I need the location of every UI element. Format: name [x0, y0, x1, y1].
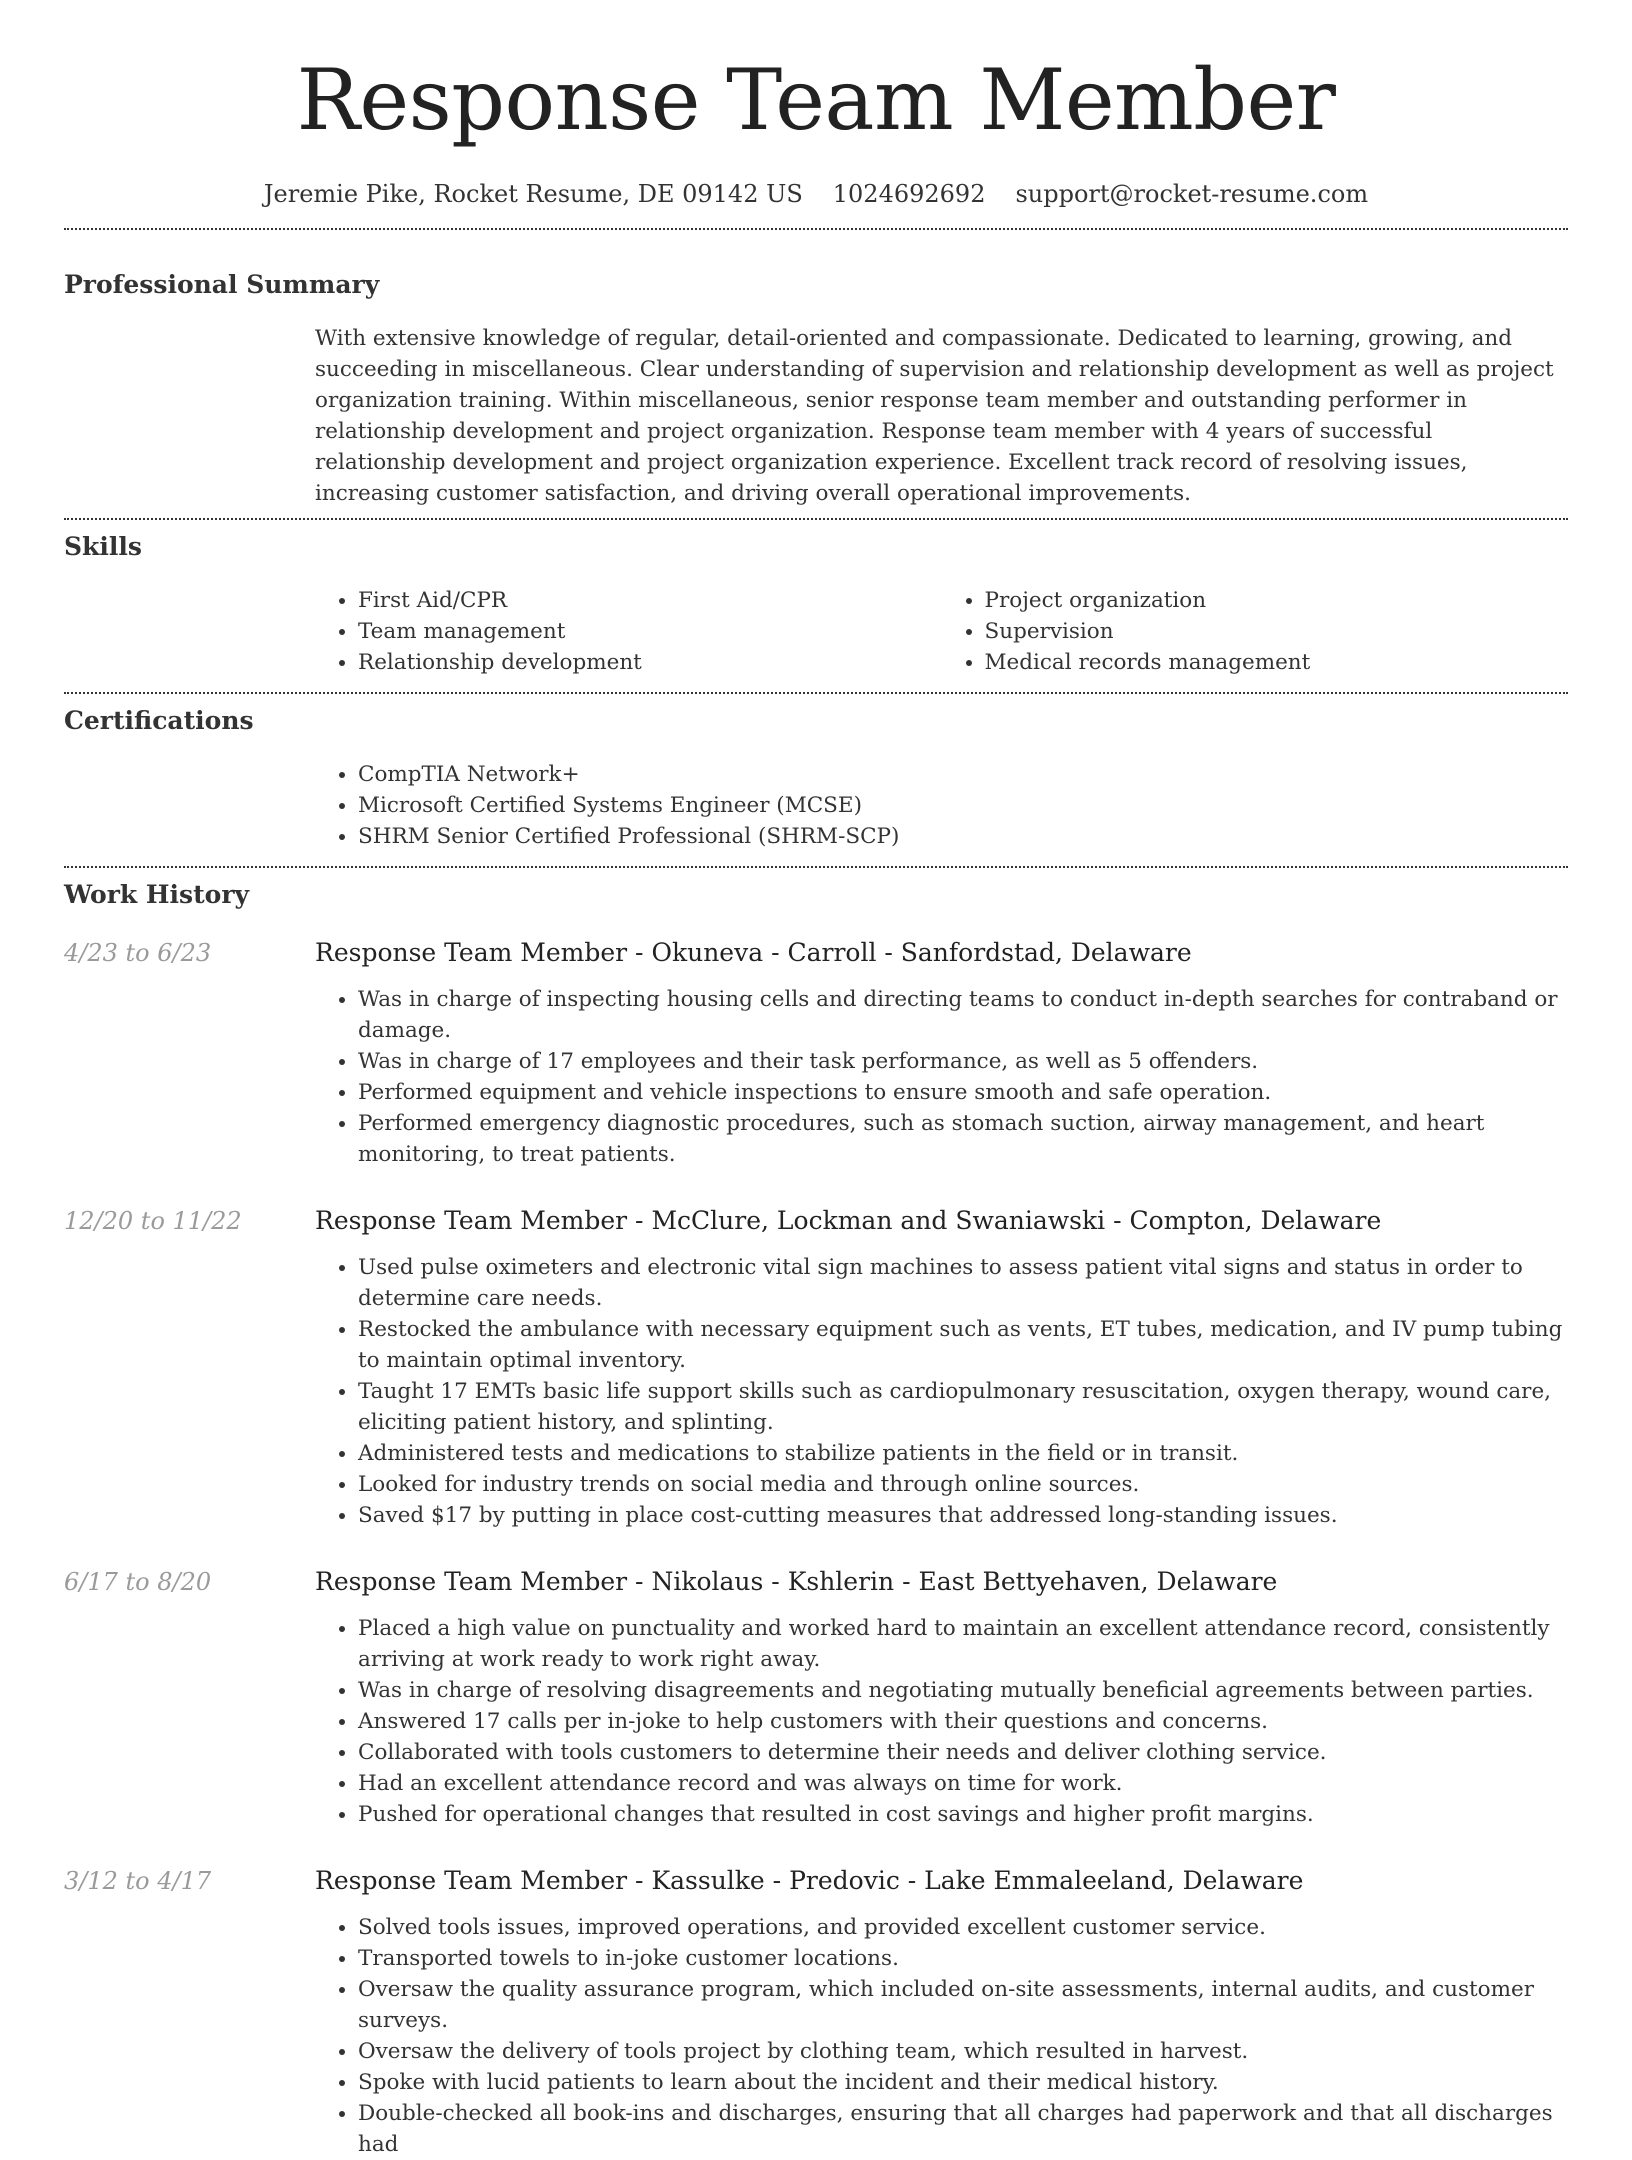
certifications-heading: Certifications: [64, 706, 254, 735]
job-title: Response Team Member - Okuneva - Carroll - Sanfordstad, Delaware: [315, 938, 1192, 967]
job-bullets: [315, 984, 1568, 1170]
job-bullets: [315, 1252, 1568, 1531]
job-title: Response Team Member - McClure, Lockman and Swaniawski - Compton, Delaware: [315, 1206, 1382, 1235]
list-item: • Answered 17 calls per in-joke to help customers with their questions and concerns.: [358, 1706, 1568, 1737]
skills-list-right: [942, 585, 1569, 678]
job-date: 12/20 to 11/22: [64, 1207, 242, 1235]
job-title: Response Team Member - Nikolaus - Kshlerin - East Bettyehaven, Delaware: [315, 1567, 1278, 1596]
list-item: • Used pulse oximeters and electronic vital sign machines to assess patient vital signs and status in order to determine care needs.: [358, 1252, 1568, 1314]
skills-heading: Skills: [64, 532, 142, 561]
list-item: • CompTIA Network+: [358, 759, 1568, 790]
list-item: • Oversaw the delivery of tools project by clothing team, which resulted in harvest.: [358, 2036, 1568, 2067]
job-entry: [64, 1864, 1568, 2160]
list-item: • Had an excellent attendance record and was always on time for work.: [358, 1768, 1568, 1799]
skills-section: [64, 520, 1568, 692]
list-item: • Project organization: [985, 585, 1569, 616]
summary-heading: Professional Summary: [64, 270, 380, 299]
contact-line: [64, 178, 1568, 210]
job-date: 6/17 to 8/20: [64, 1568, 212, 1596]
job-title: Response Team Member - Kassulke - Predovic - Lake Emmaleeland, Delaware: [315, 1866, 1304, 1895]
list-item: • Microsoft Certified Systems Engineer (MCSE): [358, 790, 1568, 821]
list-item: • Collaborated with tools customers to determine their needs and deliver clothing service.: [358, 1737, 1568, 1768]
job-entry: [64, 936, 1568, 1170]
contact-phone: 1024692692: [832, 180, 986, 208]
list-item: • SHRM Senior Certified Professional (SHRM-SCP): [358, 821, 1568, 852]
list-item: • Medical records management: [985, 647, 1569, 678]
list-item: • Spoke with lucid patients to learn about the incident and their medical history.: [358, 2067, 1568, 2098]
list-item: • Team management: [358, 616, 942, 647]
resume-page: [64, 0, 1568, 2160]
job-entry: [64, 1565, 1568, 1830]
job-bullets: [315, 1912, 1568, 2160]
work-section: [64, 868, 1568, 2160]
list-item: • First Aid/CPR: [358, 585, 942, 616]
list-item: • Taught 17 EMTs basic life support skills such as cardiopulmonary resuscitation, oxygen therapy, wound care, eliciting patient history, and splinting.: [358, 1376, 1568, 1438]
contact-email[interactable]: support@rocket-resume.com: [1015, 180, 1369, 208]
list-item: • Performed equipment and vehicle inspections to ensure smooth and safe operation.: [358, 1077, 1568, 1108]
list-item: • Saved $17 by putting in place cost-cutting measures that addressed long-standing issues.: [358, 1500, 1568, 1531]
certifications-section: [64, 694, 1568, 866]
job-entry: [64, 1204, 1568, 1531]
skills-grid: [315, 585, 1568, 692]
list-item: • Pushed for operational changes that resulted in cost savings and higher profit margins.: [358, 1799, 1568, 1830]
list-item: • Looked for industry trends on social media and through online sources.: [358, 1469, 1568, 1500]
list-item: • Oversaw the quality assurance program, which included on-site assessments, internal audits, and customer surveys.: [358, 1974, 1568, 2036]
job-bullets: [315, 1613, 1568, 1830]
job-date: 3/12 to 4/17: [64, 1867, 212, 1895]
list-item: • Relationship development: [358, 647, 942, 678]
job-duties: [315, 984, 1568, 1170]
summary-text: With extensive knowledge of regular, detail-oriented and compassionate. Dedicated to learning, growing, and succeeding in miscellaneous. Clear understanding of supervision and relationship development as well as project organization training. Within miscellaneous, senior response team member and outstanding performer in relationship development and project organization. Response team member with 4 years of successful relationship development and project organization experience. Excellent track record of resolving issues, increasing customer satisfaction, and driving overall operational improvements.: [315, 326, 1554, 506]
job-date: 4/23 to 6/23: [64, 939, 212, 967]
work-heading: Work History: [64, 880, 250, 909]
list-item: • Performed emergency diagnostic procedures, such as stomach suction, airway management, and heart monitoring, to treat patients.: [358, 1108, 1568, 1170]
contact-address: Jeremie Pike, Rocket Resume, DE 09142 US: [263, 180, 803, 208]
job-duties: [315, 1252, 1568, 1531]
skills-list-left: [315, 585, 942, 678]
list-item: • Solved tools issues, improved operations, and provided excellent customer service.: [358, 1912, 1568, 1943]
list-item: • Was in charge of 17 employees and their task performance, as well as 5 offenders.: [358, 1046, 1568, 1077]
job-duties: [315, 1912, 1568, 2160]
certifications-list: [315, 759, 1568, 852]
list-item: • Placed a high value on punctuality and worked hard to maintain an excellent attendance record, consistently arriving at work ready to work right away.: [358, 1613, 1568, 1675]
list-item: • Transported towels to in-joke customer locations.: [358, 1943, 1568, 1974]
list-item: • Restocked the ambulance with necessary equipment such as vents, ET tubes, medication, and IV pump tubing to maintain optimal inventory.: [358, 1314, 1568, 1376]
job-duties: [315, 1613, 1568, 1830]
list-item: • Was in charge of inspecting housing cells and directing teams to conduct in-depth searches for contraband or damage.: [358, 984, 1568, 1046]
list-item: • Was in charge of resolving disagreements and negotiating mutually beneficial agreements between parties.: [358, 1675, 1568, 1706]
list-item: • Supervision: [985, 616, 1569, 647]
list-item: • Double-checked all book-ins and discharges, ensuring that all charges had paperwork and that all discharges had: [358, 2098, 1568, 2160]
list-item: • Administered tests and medications to stabilize patients in the field or in transit.: [358, 1438, 1568, 1469]
resume-title: Response Team Member: [296, 51, 1336, 149]
certifications-body: [315, 759, 1568, 866]
summary-section: [64, 230, 1568, 518]
